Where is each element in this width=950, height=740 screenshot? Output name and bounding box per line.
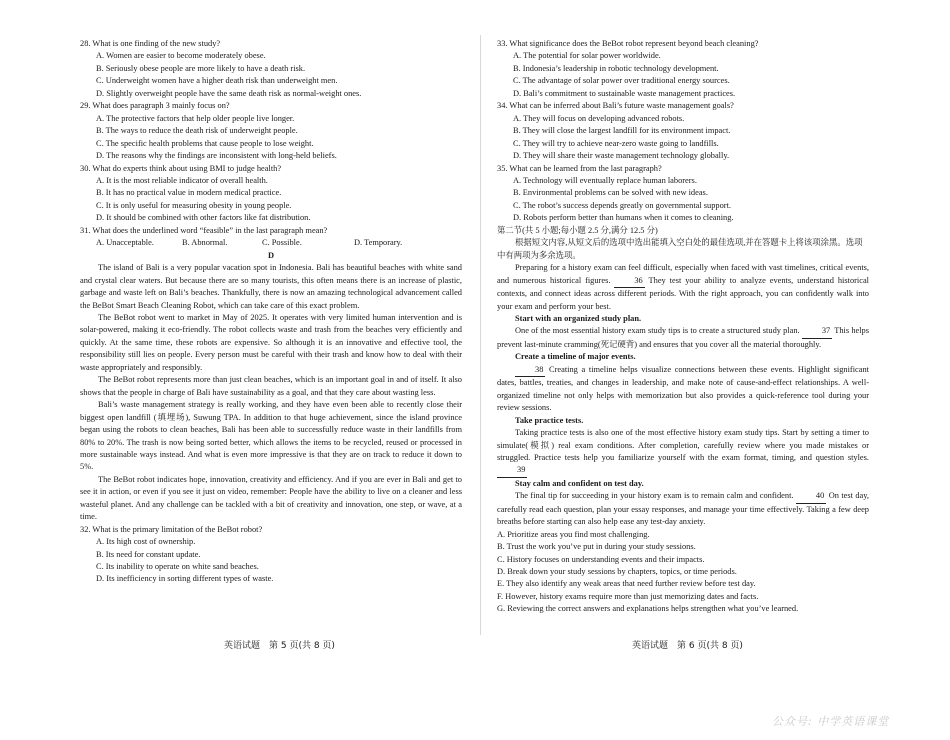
question-35: 35. What can be learned from the last paragraph? <box>497 163 662 173</box>
section-2-title: 第二节(共 5 小题;每小题 2.5 分,满分 12.5 分) <box>497 225 658 235</box>
blank-37: 37 <box>802 325 832 338</box>
heading-stay-calm: Stay calm and confident on test day. <box>515 478 644 488</box>
section-d-heading: D <box>267 250 275 260</box>
column-divider <box>480 35 481 635</box>
q28-option-b: B. Seriously obese people are more likely to have a death risk. <box>96 63 306 73</box>
cloze-option-g: G. Reviewing the correct answers and explanations helps strengthen what you’ve learned. <box>497 604 799 614</box>
q33-option-c: C. The advantage of solar power over traditional energy sources. <box>513 76 730 86</box>
cloze-paragraph-5 <box>497 490 869 528</box>
question-29: 29. What does paragraph 3 mainly focus on? <box>80 101 230 111</box>
blank-40: 40 <box>796 490 826 503</box>
q33-option-d: D. Bali’s commitment to sustainable waste management practices. <box>513 88 736 98</box>
q29-option-d: D. The reasons why the findings are inconsistent with long-held beliefs. <box>96 151 337 161</box>
page-footer-right: 英语试题 第 6 页(共 8 页) <box>632 641 743 651</box>
q34-option-b: B. They will close the largest landfill for its environment impact. <box>513 126 731 136</box>
q29-option-c: C. The specific health problems that cause people to lose weight. <box>96 138 314 148</box>
q30-option-b: B. It has no practical value in modern medical practice. <box>96 188 282 198</box>
q29-option-a: A. The protective factors that help older people live longer. <box>96 113 295 123</box>
q30-option-c: C. It is only useful for measuring obesity in young people. <box>96 200 292 210</box>
cloze-p4-text: Taking practice tests is also one of the most effective history exam study tips. Start by setting a timer to simulate(模拟) real exam conditions. After completion, carefully review where you made mistakes or struggled. Practice tests help you familiarize yourself with the exam format, timing, and question styles. <box>497 428 869 462</box>
cloze-p5-text-a: The final tip for succeeding in your history exam is to remain calm and confident. <box>515 491 794 501</box>
q32-option-a: A. Its high cost of ownership. <box>96 537 196 547</box>
left-column <box>80 38 462 586</box>
cloze-option-e: E. They also identify any weak areas that need further review before test day. <box>497 579 756 589</box>
q30-option-d: D. It should be combined with other factors like fat distribution. <box>96 213 311 223</box>
q33-option-b: B. Indonesia’s leadership in robotic technology development. <box>513 63 719 73</box>
cloze-paragraph-1 <box>497 262 869 313</box>
cloze-p1-text-a: Preparing for a history exam can feel difficult, especially when faced with vast timelines, critical events, and numerous historical figures. <box>497 263 869 285</box>
right-column <box>497 38 869 616</box>
q28-option-a: A. Women are easier to become moderately obese. <box>96 51 266 61</box>
q28-option-c: C. Underweight women have a higher death risk than underweight men. <box>96 76 338 86</box>
cloze-p2-text-a: One of the most essential history exam study tips is to create a structured study plan. <box>515 326 800 336</box>
q31-option-c: C. Possible. <box>262 238 302 248</box>
cloze-p1-text-b: They test your ability to analyze events, understand historical contexts, and connect ideas across different periods. With the right approach, you can confidently walk into your exam and perform your best. <box>497 275 870 311</box>
cloze-option-a: A. Prioritize areas you find most challenging. <box>497 529 650 539</box>
q28-option-d: D. Slightly overweight people have the same death risk as normal-weight ones. <box>96 88 362 98</box>
watermark: 公众号: 中学英语课堂 <box>772 715 890 728</box>
heading-practice-tests: Take practice tests. <box>515 415 584 425</box>
q32-option-d: D. Its inefficiency in sorting different types of waste. <box>96 574 274 584</box>
q35-option-b: B. Environmental problems can be solved with new ideas. <box>513 188 708 198</box>
cloze-option-b: B. Trust the work you’ve put in during your study sessions. <box>497 542 696 552</box>
q35-option-c: C. The robot’s success depends greatly on governmental support. <box>513 200 732 210</box>
q29-option-b: B. The ways to reduce the death risk of underweight people. <box>96 126 298 136</box>
passage-paragraph-3: The BeBot robot represents more than just clean beaches, which is an important goal in and of itself. It also shows that the people in charge of Bali have sustainability as a goal, and that they care about wasting less. <box>80 375 462 397</box>
q35-option-d: D. Robots perform better than humans when it comes to cleaning. <box>513 213 734 223</box>
cloze-option-d: D. Break down your study sessions by chapters, topics, or time periods. <box>497 567 737 577</box>
cloze-p3-text: Creating a timeline helps visualize connections between these events. Highlight significant dates, battles, treaties, and changes in leadership, and make note of cause-and-effect relationships. A well-organized timeline not only helps with memorization but also provides a quick-reference tool during your review sessions. <box>497 364 869 413</box>
q31-options <box>96 237 462 249</box>
q30-option-a: A. It is the most reliable indicator of overall health. <box>96 175 268 185</box>
question-33: 33. What significance does the BeBot robot represent beyond beach cleaning? <box>497 39 759 48</box>
page-footer-left: 英语试题 第 5 页(共 8 页) <box>224 641 335 651</box>
cloze-p5-text-b: On test day, carefully read each question, plan your essay responses, and manage your time effectively. Taking a few deep breaths before starting can also help ease any test-day anxiety. <box>497 491 870 527</box>
question-32: 32. What is the primary limitation of the BeBot robot? <box>80 524 263 534</box>
cloze-paragraph-3 <box>497 364 869 415</box>
heading-study-plan: Start with an organized study plan. <box>515 313 642 323</box>
q33-option-a: A. The potential for solar power worldwide. <box>513 51 661 61</box>
q35-option-a: A. Technology will eventually replace human laborers. <box>513 175 697 185</box>
blank-38: 38 <box>515 364 545 377</box>
q31-option-a: A. Unacceptable. <box>96 238 154 248</box>
blank-36: 36 <box>614 275 644 288</box>
passage-paragraph-4: Bali’s waste management strategy is really working, and they have even been able to recently close their biggest open landfill (填埋场), Suwung TPA. In addition to that huge achievement, since the island province began using the robots to clean beaches, Bali has been able to successfully reduce waste in their landfills from 80% to 20%. The trash is now being sorted better, which allows the items to be recycled, reused or processed in more sustainable ways instead. And what is even more impressive is that they are on track to reduce it down to 5%. <box>80 400 462 472</box>
q34-option-c: C. They will try to achieve near-zero waste going to landfills. <box>513 138 719 148</box>
cloze-p2-text-b: This helps prevent last-minute cramming(死记硬背) and ensures that you cover all the material thoroughly. <box>497 326 870 349</box>
cloze-option-f: F. However, history exams require more than just memorizing dates and facts. <box>497 591 759 601</box>
q32-option-b: B. Its need for constant update. <box>96 549 201 559</box>
passage-paragraph-2: The BeBot robot went to market in May of 2025. It operates with very limited human intervention and is solar-powered, making it eco-friendly. The robot collects waste and trash from the beaches very efficiently and quickly. At the same time, these robots are expensive. So although it is an innovative and effective tool, the responsibility still lies on people. Every person must be careful with their trash and know how to deal with their waste appropriately and responsibly. <box>80 312 462 372</box>
q34-option-a: A. They will focus on developing advanced robots. <box>513 113 685 123</box>
heading-timeline: Create a timeline of major events. <box>515 352 636 362</box>
question-34: 34. What can be inferred about Bali’s future waste management goals? <box>497 101 734 111</box>
cloze-paragraph-4 <box>497 427 869 478</box>
q34-option-d: D. They will share their waste management technology globally. <box>513 151 730 161</box>
cloze-paragraph-2 <box>497 325 869 351</box>
cloze-option-c: C. History focuses on understanding events and their impacts. <box>497 554 705 564</box>
question-31: 31. What does the underlined word “feasible” in the last paragraph mean? <box>80 225 328 235</box>
passage-paragraph-5: The BeBot robot indicates hope, innovation, creativity and efficiency. And if you are ever in Bali and get to see it in action, or even if you see it just on video, remember: People have the ability to live on a cleaner and less wasteful planet. And any challenge can be tackled with a bit of creativity and innovation, one step, or wave, at a time. <box>80 474 462 522</box>
q31-option-d: D. Temporary. <box>354 238 403 248</box>
q31-option-b: B. Abnormal. <box>182 238 228 248</box>
question-30: 30. What do experts think about using BMI to judge health? <box>80 163 282 173</box>
q32-option-c: C. Its inability to operate on white sand beaches. <box>96 562 259 572</box>
section-2-instructions: 根据短文内容,从短文后的选项中选出能填入空白处的最佳选项,并在答题卡上将该项涂黑。选项中有两项为多余选项。 <box>497 238 863 260</box>
question-28: 28. What is one finding of the new study? <box>80 39 221 48</box>
passage-paragraph-1: The island of Bali is a very popular vacation spot in Indonesia. Bali has beautiful beaches with white sand and crystal clear waters. But because there are so many tourists, this often means there is an increase of plastic, garbage and waste left on Bali’s beaches. Thankfully, there is now an amazing technological advancement called the BeBot Smart Beach Cleaning Robot, which can take care of this exact problem. <box>80 263 462 310</box>
blank-39: 39 <box>497 464 527 477</box>
